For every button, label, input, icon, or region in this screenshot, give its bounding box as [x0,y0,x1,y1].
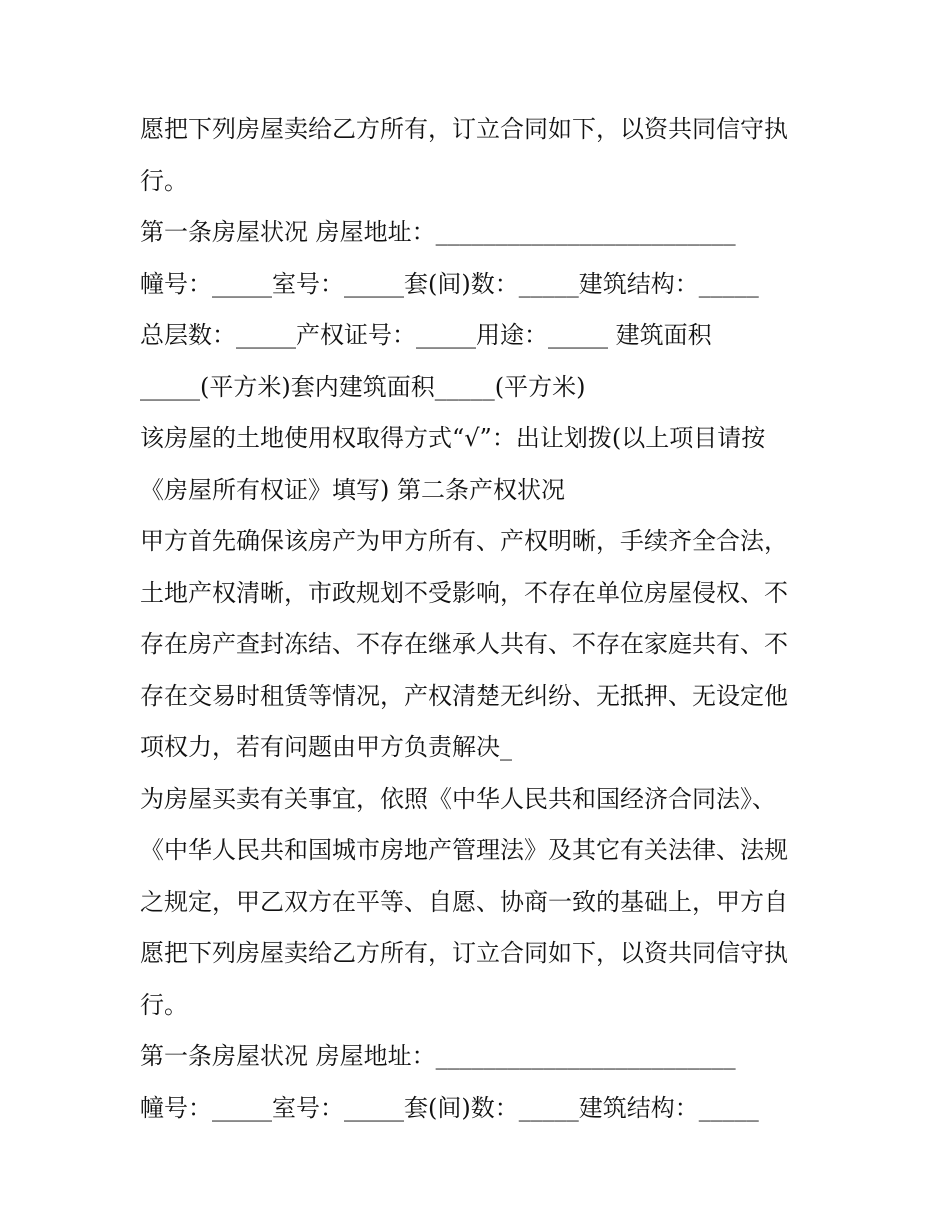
text-line: 甲方首先确保该房产为甲方所有、产权明晰，手续齐全合法， [140,527,788,555]
text-line: 行。 [140,990,188,1019]
text-line: 存在房产查封冻结、不存在继承人共有、不存在家庭共有、不 [140,630,788,658]
text-line: 愿把下列房屋卖给乙方所有，订立合同如下，以资共同信守执 [140,115,788,143]
text-line: 幢号：_____室号：_____套(间)数：_____建筑结构：_____ [140,1093,759,1122]
contract-text [140,104,830,1134]
text-line: 该房屋的土地使用权取得方式“√”：出让划拨(以上项目请按 [140,424,766,452]
text-line: 行。 [140,166,188,195]
text-line: _____(平方米)套内建筑面积_____(平方米) [140,372,586,401]
text-line: 幢号：_____室号：_____套(间)数：_____建筑结构：_____ [140,269,759,298]
text-line: 《房屋所有权证》填写) 第二条产权状况 [140,475,565,504]
text-line: 土地产权清晰，市政规划不受影响，不存在单位房屋侵权、不 [140,578,788,607]
text-line: 愿把下列房屋卖给乙方所有，订立合同如下，以资共同信守执 [140,939,788,967]
text-line: 第一条房屋状况 房屋地址：_________________________ [140,1042,736,1070]
text-line: 《中华人民共和国城市房地产管理法》及其它有关法律、法规 [140,836,788,864]
text-line: 项权力，若有问题由甲方负责解决_ [140,733,512,761]
text-line: 第一条房屋状况 房屋地址：_________________________ [140,218,736,246]
text-line: 为房屋买卖有关事宜，依照《中华人民共和国经济合同法》、 [140,784,776,813]
text-line: 之规定，甲乙双方在平等、自愿、协商一致的基础上，甲方自 [140,887,788,916]
text-line: 总层数：_____产权证号：_____用途：_____ 建筑面积 [140,321,712,349]
text-line: 存在交易时租赁等情况，产权清楚无纠纷、无抵押、无设定他 [140,681,788,710]
